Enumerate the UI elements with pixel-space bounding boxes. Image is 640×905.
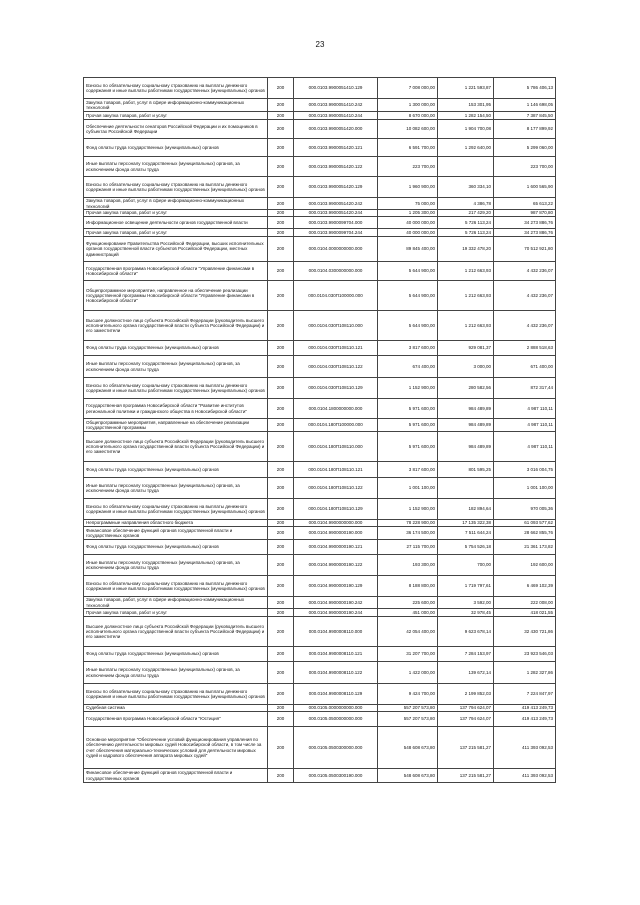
row-name-cell: Государственная программа Новосибирской области "Развитие институтов региональной политики и гражданского общества в Новосибирской области" [84, 399, 268, 419]
row-classification-cell: 000.0103.9900051410.242 [294, 99, 378, 112]
row-code-cell: 200 [268, 555, 294, 576]
row-unexecuted-cell: 70 512 921,80 [494, 237, 556, 262]
table-row [84, 478, 556, 499]
row-code-cell: 200 [268, 597, 294, 609]
table-row [84, 540, 556, 555]
row-unexecuted-cell: 28 662 855,76 [494, 527, 556, 540]
row-code-cell: 200 [268, 727, 294, 769]
row-unexecuted-cell: 4 987 110,11 [494, 399, 556, 419]
row-name-cell: Высшее должностное лицо субъекта Российской Федерации (руководитель высшего исполнительного органа государственной власти субъекта Российской Федерации) и его заместители [84, 617, 268, 647]
row-executed-cell: 984 489,89 [438, 419, 494, 432]
table-row [84, 617, 556, 647]
row-code-cell: 200 [268, 617, 294, 647]
row-executed-cell: 17 135 322,38 [438, 520, 494, 527]
row-unexecuted-cell: 8 177 899,92 [494, 120, 556, 139]
row-name-cell: Прочая закупка товаров, работ и услуг [84, 210, 268, 217]
row-unexecuted-cell: 2 888 518,63 [494, 341, 556, 356]
row-unexecuted-cell: 872 317,44 [494, 378, 556, 399]
row-code-cell: 200 [268, 419, 294, 432]
row-approved-cell: 5 644 900,00 [378, 262, 438, 281]
row-approved-cell: 5 971 600,00 [378, 419, 438, 432]
row-name-cell: Иные выплаты персоналу государственных (муниципальных) органов, за исключением фонда оплаты труда [84, 356, 268, 378]
row-code-cell: 200 [268, 540, 294, 555]
row-code-cell: 200 [268, 399, 294, 419]
row-executed-cell: 1 221 593,87 [438, 78, 494, 99]
row-executed-cell: 137 794 624,07 [438, 712, 494, 727]
row-executed-cell: 801 595,25 [438, 462, 494, 478]
row-executed-cell: 137 215 581,27 [438, 769, 494, 783]
table-row [84, 341, 556, 356]
row-unexecuted-cell: 1 600 565,90 [494, 177, 556, 198]
row-code-cell: 200 [268, 262, 294, 281]
row-classification-cell: 000.0104.030П108110.000 [294, 311, 378, 341]
row-name-cell: Высшее должностное лицо субъекта Российской Федерации (руководитель высшего исполнительного органа государственной власти субъекта Российской Федерации) и его заместители [84, 311, 268, 341]
table-row [84, 555, 556, 576]
row-executed-cell: 1 212 663,93 [438, 281, 494, 311]
row-code-cell: 200 [268, 281, 294, 311]
row-executed-cell: 5 754 526,18 [438, 540, 494, 555]
row-approved-cell: 40 000 000,00 [378, 229, 438, 237]
row-executed-cell: 137 215 581,27 [438, 727, 494, 769]
row-approved-cell: 1 152 900,00 [378, 378, 438, 399]
row-executed-cell: 4 386,78 [438, 198, 494, 210]
row-classification-cell: 000.0104.180П108110.000 [294, 432, 378, 462]
row-classification-cell: 000.0103.9900051420.242 [294, 198, 378, 210]
row-executed-cell: 2 199 852,03 [438, 684, 494, 705]
row-executed-cell: 139 672,14 [438, 662, 494, 684]
row-name-cell: Иные выплаты персоналу государственных (муниципальных) органов, за исключением фонда оплаты труда [84, 157, 268, 177]
row-name-cell: Основное мероприятие "Обеспечение условий функционирования управления по обеспечению деятельности мировых судей Новосибирской области, в том числе за счет обеспечения материально-технических условий для деятельности мировых судей и кадрового обеспечения аппарата мировых судей" [84, 727, 268, 769]
row-approved-cell: 1 205 300,00 [378, 210, 438, 217]
row-classification-cell: 000.0104.180П108110.122 [294, 478, 378, 499]
row-code-cell: 200 [268, 520, 294, 527]
row-unexecuted-cell: 5 299 060,00 [494, 139, 556, 157]
row-approved-cell: 557 207 573,80 [378, 705, 438, 712]
row-classification-cell: 000.0103.9900051420.000 [294, 120, 378, 139]
row-classification-cell: 000.0104.9900000190.000 [294, 527, 378, 540]
row-code-cell: 200 [268, 217, 294, 229]
row-code-cell: 200 [268, 705, 294, 712]
row-unexecuted-cell: 61 093 577,62 [494, 520, 556, 527]
row-classification-cell: 000.0104.1800000000.000 [294, 399, 378, 419]
row-approved-cell: 451 000,00 [378, 609, 438, 617]
row-classification-cell: 000.0104.0300000000.000 [294, 262, 378, 281]
row-classification-cell: 000.0104.030П108110.129 [294, 378, 378, 399]
row-unexecuted-cell: 411 393 092,53 [494, 727, 556, 769]
row-approved-cell: 36 174 500,00 [378, 527, 438, 540]
row-executed-cell: 1 719 797,61 [438, 576, 494, 597]
table-row [84, 120, 556, 139]
row-approved-cell: 89 845 400,00 [378, 237, 438, 262]
table-row [84, 157, 556, 177]
row-classification-cell: 000.0104.030П108110.121 [294, 341, 378, 356]
row-code-cell: 200 [268, 609, 294, 617]
row-approved-cell: 5 971 600,00 [378, 399, 438, 419]
row-name-cell: Иные выплаты персоналу государственных (муниципальных) органов, за исключением фонда оплаты труда [84, 555, 268, 576]
row-unexecuted-cell: 65 613,22 [494, 198, 556, 210]
row-code-cell: 200 [268, 662, 294, 684]
row-classification-cell: 000.0105.0500300000.000 [294, 727, 378, 769]
row-approved-cell: 225 600,00 [378, 597, 438, 609]
row-unexecuted-cell: 223 700,00 [494, 157, 556, 177]
row-code-cell: 200 [268, 527, 294, 540]
row-classification-cell: 000.0103.9900051420.244 [294, 210, 378, 217]
row-unexecuted-cell: 23 923 546,03 [494, 647, 556, 662]
row-approved-cell: 27 115 700,00 [378, 540, 438, 555]
row-code-cell: 200 [268, 356, 294, 378]
row-code-cell: 200 [268, 311, 294, 341]
row-classification-cell: 000.0103.9900051410.129 [294, 78, 378, 99]
row-approved-cell: 674 400,00 [378, 356, 438, 378]
row-unexecuted-cell: 34 273 886,76 [494, 217, 556, 229]
row-unexecuted-cell: 4 432 236,07 [494, 311, 556, 341]
row-unexecuted-cell: 4 432 236,07 [494, 262, 556, 281]
row-name-cell: Общепрограммные мероприятия, направленные на обеспечение реализации государственной программы [84, 419, 268, 432]
row-classification-cell: 000.0104.9900008110.121 [294, 647, 378, 662]
row-executed-cell: 7 511 644,24 [438, 527, 494, 540]
row-classification-cell: 000.0104.180П108110.121 [294, 462, 378, 478]
row-executed-cell: 3 592,00 [438, 597, 494, 609]
table-row [84, 576, 556, 597]
row-approved-cell: 1 300 000,00 [378, 99, 438, 112]
row-name-cell: Информационное освещение деятельности органов государственной власти [84, 217, 268, 229]
row-code-cell: 200 [268, 647, 294, 662]
row-classification-cell: 000.0104.9900008110.000 [294, 617, 378, 647]
row-executed-cell: 5 726 113,24 [438, 217, 494, 229]
row-name-cell: Общепрограммное мероприятие, направленное на обеспечение реализации государственной программы Новосибирской области "Управление финансами в Новосибирской области" [84, 281, 268, 311]
row-classification-cell: 000.0105.0000000000.000 [294, 705, 378, 712]
row-code-cell: 200 [268, 499, 294, 520]
table-row [84, 499, 556, 520]
row-code-cell: 200 [268, 177, 294, 198]
row-name-cell: Прочая закупка товаров, работ и услуг [84, 112, 268, 120]
row-approved-cell: 3 817 600,00 [378, 462, 438, 478]
row-unexecuted-cell: 4 987 110,11 [494, 432, 556, 462]
row-name-cell: Финансовое обеспечение функций органов государственной власти и государственных органов [84, 769, 268, 783]
row-approved-cell: 3 817 600,00 [378, 341, 438, 356]
row-code-cell: 200 [268, 712, 294, 727]
row-unexecuted-cell: 192 600,00 [494, 555, 556, 576]
row-executed-cell: 984 489,89 [438, 432, 494, 462]
row-classification-cell: 000.0103.9900099704.000 [294, 217, 378, 229]
row-name-cell: Взносы по обязательному социальному страхованию на выплаты денежного содержания и иные выплаты работникам государственных (муниципальных) органов [84, 499, 268, 520]
row-unexecuted-cell: 1 146 698,05 [494, 99, 556, 112]
row-unexecuted-cell: 34 273 886,76 [494, 229, 556, 237]
row-executed-cell: 153 301,95 [438, 99, 494, 112]
row-classification-cell: 000.0104.9900000190.242 [294, 597, 378, 609]
row-approved-cell: 8 670 000,00 [378, 112, 438, 120]
row-approved-cell: 5 644 900,00 [378, 281, 438, 311]
row-classification-cell: 000.0104.9900008110.122 [294, 662, 378, 684]
table-row [84, 769, 556, 783]
row-executed-cell: 1 292 640,00 [438, 139, 494, 157]
row-executed-cell: 1 212 663,93 [438, 311, 494, 341]
row-executed-cell: 360 334,10 [438, 177, 494, 198]
row-executed-cell: 1 282 154,50 [438, 112, 494, 120]
row-approved-cell: 75 000,00 [378, 198, 438, 210]
row-name-cell: Непрограммные направления областного бюджета [84, 520, 268, 527]
row-name-cell: Взносы по обязательному социальному страхованию на выплаты денежного содержания и иные выплаты работникам государственных (муниципальных) органов [84, 576, 268, 597]
table-row [84, 378, 556, 399]
row-name-cell: Закупка товаров, работ, услуг в сфере информационно-коммуникационных технологий [84, 198, 268, 210]
row-unexecuted-cell: 970 005,36 [494, 499, 556, 520]
table-row [84, 609, 556, 617]
table-row [84, 99, 556, 112]
table-row [84, 462, 556, 478]
table-row [84, 177, 556, 198]
row-approved-cell: 31 207 700,00 [378, 647, 438, 662]
row-classification-cell: 000.0103.9900051420.129 [294, 177, 378, 198]
row-classification-cell: 000.0103.9900051410.244 [294, 112, 378, 120]
table-row [84, 139, 556, 157]
row-classification-cell: 000.0104.9900000190.244 [294, 609, 378, 617]
row-unexecuted-cell: 3 016 004,75 [494, 462, 556, 478]
table-row [84, 597, 556, 609]
row-unexecuted-cell: 21 361 173,82 [494, 540, 556, 555]
row-classification-cell: 000.0103.9900099704.244 [294, 229, 378, 237]
row-approved-cell: 1 422 000,00 [378, 662, 438, 684]
row-code-cell: 200 [268, 198, 294, 210]
row-code-cell: 200 [268, 78, 294, 99]
row-code-cell: 200 [268, 769, 294, 783]
row-executed-cell: 137 794 624,07 [438, 705, 494, 712]
row-name-cell: Обеспечение деятельности сенаторов Российской Федерации и их помощников в субъектах Российской Федерации [84, 120, 268, 139]
row-approved-cell: 5 644 900,00 [378, 311, 438, 341]
row-name-cell: Финансовое обеспечение функций органов государственной власти и государственных органов [84, 527, 268, 540]
row-name-cell: Иные выплаты персоналу государственных (муниципальных) органов, за исключением фонда оплаты труда [84, 478, 268, 499]
row-executed-cell: 5 726 113,24 [438, 229, 494, 237]
table-body [84, 78, 556, 783]
table-row [84, 217, 556, 229]
table-row [84, 198, 556, 210]
row-code-cell: 200 [268, 378, 294, 399]
table-row [84, 520, 556, 527]
row-name-cell: Взносы по обязательному социальному страхованию на выплаты денежного содержания и иные выплаты работникам государственных (муниципальных) органов [84, 684, 268, 705]
row-executed-cell: 182 894,64 [438, 499, 494, 520]
row-approved-cell: 1 960 900,00 [378, 177, 438, 198]
row-code-cell: 200 [268, 684, 294, 705]
row-classification-cell: 000.0104.9900000190.121 [294, 540, 378, 555]
row-executed-cell: 929 081,37 [438, 341, 494, 356]
row-unexecuted-cell: 1 001 100,00 [494, 478, 556, 499]
row-code-cell: 200 [268, 237, 294, 262]
budget-execution-table [83, 77, 556, 783]
row-code-cell: 200 [268, 229, 294, 237]
row-executed-cell: 9 623 678,14 [438, 617, 494, 647]
table-row [84, 647, 556, 662]
row-executed-cell: 1 212 663,93 [438, 262, 494, 281]
row-name-cell: Высшее должностное лицо субъекта Российской Федерации (руководитель высшего исполнительного органа государственной власти субъекта Российской Федерации) и его заместители [84, 432, 268, 462]
table-row [84, 262, 556, 281]
row-approved-cell: 40 000 000,00 [378, 217, 438, 229]
table-row [84, 78, 556, 99]
row-code-cell: 200 [268, 157, 294, 177]
row-name-cell: Фонд оплаты труда государственных (муниципальных) органов [84, 139, 268, 157]
row-code-cell: 200 [268, 341, 294, 356]
row-unexecuted-cell: 671 400,00 [494, 356, 556, 378]
row-name-cell: Закупка товаров, работ, услуг в сфере информационно-коммуникационных технологий [84, 597, 268, 609]
row-name-cell: Фонд оплаты труда государственных (муниципальных) органов [84, 341, 268, 356]
row-executed-cell: 217 429,20 [438, 210, 494, 217]
row-approved-cell: 42 054 400,00 [378, 617, 438, 647]
row-unexecuted-cell: 419 413 249,73 [494, 712, 556, 727]
table-row [84, 237, 556, 262]
row-approved-cell: 6 591 700,00 [378, 139, 438, 157]
row-classification-cell: 000.0105.0500000000.000 [294, 712, 378, 727]
row-executed-cell: 32 978,45 [438, 609, 494, 617]
row-approved-cell: 5 971 600,00 [378, 432, 438, 462]
row-approved-cell: 557 207 573,80 [378, 712, 438, 727]
row-name-cell: Государственная программа Новосибирской области "Управление финансами в Новосибирской области" [84, 262, 268, 281]
row-code-cell: 200 [268, 99, 294, 112]
row-name-cell: Взносы по обязательному социальному страхованию на выплаты денежного содержания и иные выплаты работникам государственных (муниципальных) органов [84, 78, 268, 99]
table-row [84, 281, 556, 311]
row-executed-cell: 700,00 [438, 555, 494, 576]
row-unexecuted-cell: 5 786 406,13 [494, 78, 556, 99]
table-row [84, 527, 556, 540]
row-name-cell: Прочая закупка товаров, работ и услуг [84, 609, 268, 617]
row-executed-cell [438, 478, 494, 499]
row-unexecuted-cell: 4 432 236,07 [494, 281, 556, 311]
row-approved-cell: 10 082 600,00 [378, 120, 438, 139]
table-row [84, 712, 556, 727]
row-name-cell: Иные выплаты персоналу государственных (муниципальных) органов, за исключением фонда оплаты труда [84, 662, 268, 684]
row-approved-cell: 223 700,00 [378, 157, 438, 177]
row-code-cell: 200 [268, 478, 294, 499]
row-name-cell: Государственная программа Новосибирской области "Юстиция" [84, 712, 268, 727]
row-name-cell: Закупка товаров, работ, услуг в сфере информационно-коммуникационных технологий [84, 99, 268, 112]
row-classification-cell: 000.0103.9900051420.121 [294, 139, 378, 157]
row-classification-cell: 000.0104.0000000000.000 [294, 237, 378, 262]
table-row [84, 419, 556, 432]
row-approved-cell: 8 188 800,00 [378, 576, 438, 597]
table-row [84, 399, 556, 419]
row-classification-cell: 000.0104.9900000190.122 [294, 555, 378, 576]
table-row [84, 684, 556, 705]
table-row [84, 727, 556, 769]
row-unexecuted-cell: 418 021,55 [494, 609, 556, 617]
row-code-cell: 200 [268, 210, 294, 217]
row-classification-cell: 000.0104.9900000000.000 [294, 520, 378, 527]
row-classification-cell: 000.0104.030П100000.000 [294, 281, 378, 311]
row-unexecuted-cell: 1 282 327,86 [494, 662, 556, 684]
row-executed-cell [438, 157, 494, 177]
row-classification-cell: 000.0104.180П108110.129 [294, 499, 378, 520]
row-approved-cell: 548 608 673,80 [378, 727, 438, 769]
row-name-cell: Прочая закупка товаров, работ и услуг [84, 229, 268, 237]
row-name-cell: Судебная система [84, 705, 268, 712]
row-code-cell: 200 [268, 576, 294, 597]
table-row [84, 705, 556, 712]
row-approved-cell: 78 228 900,00 [378, 520, 438, 527]
row-executed-cell: 19 332 478,20 [438, 237, 494, 262]
page-number: 23 [315, 40, 325, 49]
row-unexecuted-cell: 6 469 102,39 [494, 576, 556, 597]
row-classification-cell: 000.0105.0500300190.000 [294, 769, 378, 783]
table-row [84, 356, 556, 378]
table-row [84, 662, 556, 684]
row-code-cell: 200 [268, 462, 294, 478]
table-row [84, 432, 556, 462]
row-approved-cell: 1 152 900,00 [378, 499, 438, 520]
row-executed-cell: 7 284 153,97 [438, 647, 494, 662]
row-name-cell: Фонд оплаты труда государственных (муниципальных) органов [84, 462, 268, 478]
table-row [84, 210, 556, 217]
row-approved-cell: 193 300,00 [378, 555, 438, 576]
row-code-cell: 200 [268, 139, 294, 157]
row-approved-cell: 7 008 000,00 [378, 78, 438, 99]
row-executed-cell: 984 489,89 [438, 399, 494, 419]
row-executed-cell: 1 904 700,08 [438, 120, 494, 139]
row-unexecuted-cell: 4 987 110,11 [494, 419, 556, 432]
row-unexecuted-cell: 7 387 845,50 [494, 112, 556, 120]
row-name-cell: Взносы по обязательному социальному страхованию на выплаты денежного содержания и иные выплаты работникам государственных (муниципальных) органов [84, 177, 268, 198]
table-row [84, 229, 556, 237]
row-name-cell: Функционирование Правительства Российской Федерации, высших исполнительных органов государственной власти субъектов Российской Федерации, местных администраций [84, 237, 268, 262]
row-unexecuted-cell: 32 430 721,86 [494, 617, 556, 647]
row-executed-cell: 280 582,56 [438, 378, 494, 399]
row-executed-cell: 3 000,00 [438, 356, 494, 378]
table-row [84, 112, 556, 120]
row-code-cell: 200 [268, 120, 294, 139]
row-classification-cell: 000.0104.9900008110.129 [294, 684, 378, 705]
table-row [84, 311, 556, 341]
row-unexecuted-cell: 7 224 847,97 [494, 684, 556, 705]
row-code-cell: 200 [268, 432, 294, 462]
row-name-cell: Фонд оплаты труда государственных (муниципальных) органов [84, 540, 268, 555]
row-classification-cell: 000.0104.9900000190.129 [294, 576, 378, 597]
row-unexecuted-cell: 411 393 092,53 [494, 769, 556, 783]
row-classification-cell: 000.0104.030П108110.122 [294, 356, 378, 378]
row-approved-cell: 9 424 700,00 [378, 684, 438, 705]
row-approved-cell: 548 608 673,80 [378, 769, 438, 783]
row-unexecuted-cell: 222 008,00 [494, 597, 556, 609]
row-name-cell: Взносы по обязательному социальному страхованию на выплаты денежного содержания и иные выплаты работникам государственных (муниципальных) органов [84, 378, 268, 399]
row-approved-cell: 1 001 100,00 [378, 478, 438, 499]
row-unexecuted-cell: 987 870,80 [494, 210, 556, 217]
row-unexecuted-cell: 419 413 249,73 [494, 705, 556, 712]
row-name-cell: Фонд оплаты труда государственных (муниципальных) органов [84, 647, 268, 662]
row-classification-cell: 000.0104.180П100000.000 [294, 419, 378, 432]
row-classification-cell: 000.0103.9900051420.122 [294, 157, 378, 177]
row-code-cell: 200 [268, 112, 294, 120]
